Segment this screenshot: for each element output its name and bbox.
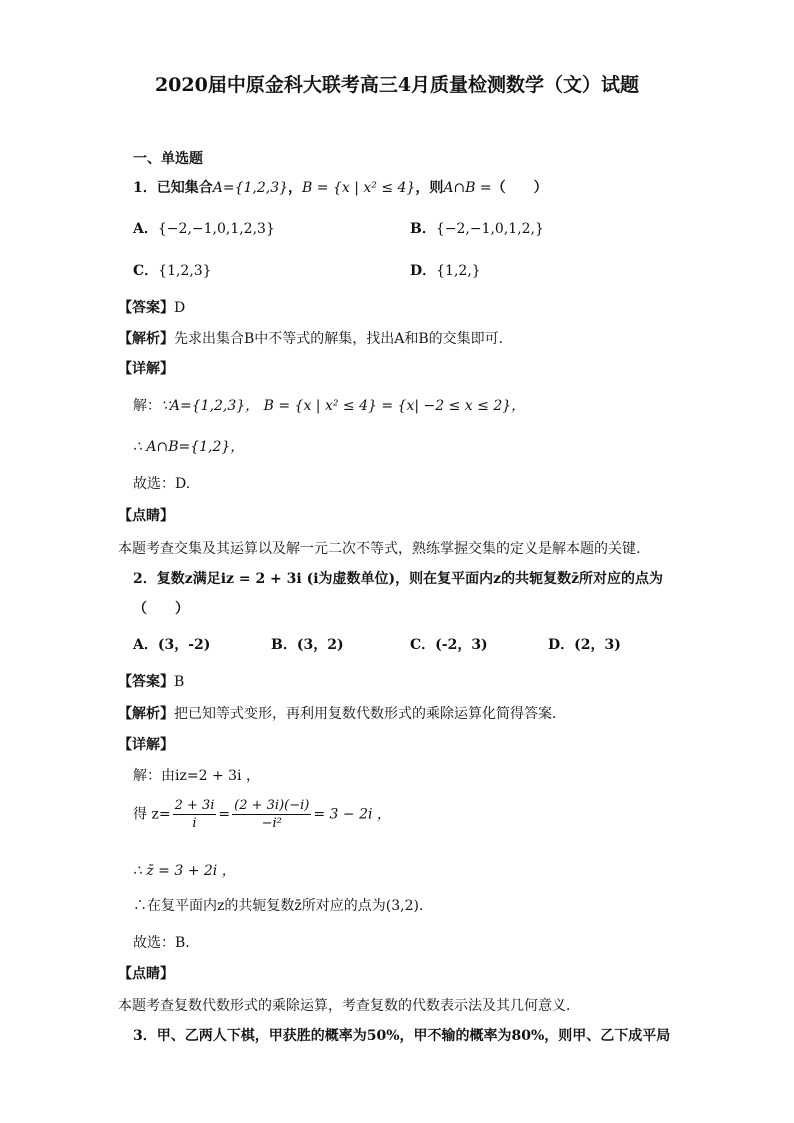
q2-analysis (118, 703, 566, 723)
q2-detail-line2-prefix: 得 z= (133, 806, 171, 823)
q1-expr: A∩B = (443, 180, 492, 196)
q1-analysis-text: 先求出集合B中不等式的解集，找出A和B的交集即可. (174, 331, 504, 347)
q1-analysis (118, 328, 503, 348)
q2-option-b: B．(3，2) (271, 637, 344, 653)
q1-stem (133, 177, 548, 197)
q1-answer (118, 297, 185, 317)
q2-fraction-1 (173, 798, 217, 831)
q1-detail-tag: 【详解】 (118, 361, 174, 377)
q2-option-d: D．(2，3) (548, 637, 621, 653)
q2-comment-text: 本题考查复数代数形式的乘除运算，考查复数的代数表示法及其几何意义． (118, 998, 580, 1014)
q2-fraction-1-num: 2 + 3i (174, 798, 215, 813)
q1-comment-text: 本题考查交集及其运算以及解一元二次不等式，熟练掌握交集的定义是解本题的关键. (118, 541, 641, 557)
q1-prefix: 1．已知集合 (133, 180, 213, 196)
q1-detail-prefix: 解： (133, 398, 161, 414)
q1-option-d-text: {1,2,} (436, 263, 481, 279)
q1-option-c-text: {1,2,3} (158, 263, 212, 279)
q1-comma: ， (288, 180, 303, 196)
q3-stem: 3．甲、乙两人下棋，甲获胜的概率为50%，甲不输的概率为80%，则甲、乙下成平局 (133, 1028, 671, 1044)
q1-option-c (133, 260, 212, 280)
q1-detail-math1: ∵A={1,2,3}， B = {x | x² ≤ 4} = {x| −2 ≤ x ≤ 2}， (161, 398, 526, 414)
q1-option-d-label: D． (410, 263, 437, 279)
q1-option-b-text: {−2,−1,0,1,2,} (435, 221, 544, 237)
q1-comment-tag: 【点睛】 (118, 508, 174, 524)
q1-then: ，则 (415, 180, 444, 196)
q2-fraction-2 (232, 798, 311, 831)
q1-option-d (410, 260, 481, 280)
q2-detail-line4: ∴在复平面内z的共轭复数z̄所对应的点为(3,2)． (133, 898, 433, 914)
q1-option-a-label: A． (133, 221, 158, 237)
q2-detail-line1: 解：由iz=2 + 3i ， (133, 768, 260, 784)
q2-detail-line2 (133, 798, 391, 831)
q2-stem-line1: 2．复数z满足iz = 2 + 3i (i为虚数单位)，则在复平面内z的共轭复数z̄所对应的点为 (133, 571, 664, 587)
q2-detail-line2-suffix: = 3 − 2i ， (313, 806, 391, 823)
q2-option-c: C．(-2，3) (410, 637, 488, 653)
q2-choose: 故选：B． (133, 935, 200, 951)
section-heading: 一、单选题 (133, 151, 203, 167)
q1-choose: 故选：D. (133, 476, 191, 492)
q1-answer-tag: 【答案】 (118, 300, 174, 316)
q1-option-b (410, 218, 544, 238)
document-title: 2020届中原金科大联考高三4月质量检测数学（文）试题 (154, 74, 640, 96)
q2-answer-tag: 【答案】 (118, 674, 174, 690)
q1-paren: （ ） (491, 180, 548, 196)
q2-analysis-tag: 【解析】 (118, 706, 174, 722)
q1-option-a-text: {−2,−1,0,1,2,3} (157, 221, 275, 237)
q1-option-b-label: B． (410, 221, 436, 237)
q2-fraction-1-den: i (192, 816, 197, 831)
q1-answer-value: D (174, 300, 186, 316)
q2-equals: = (218, 806, 231, 823)
q2-fraction-2-den: −i² (261, 816, 282, 831)
q2-answer-value: B (174, 674, 185, 690)
q1-option-a (133, 218, 275, 238)
q2-answer (118, 671, 184, 691)
q2-detail-line3: ∴ z̄ = 3 + 2i ， (133, 863, 236, 879)
q2-option-a: A．(3，-2) (133, 637, 211, 653)
q2-detail-tag: 【详解】 (118, 737, 174, 753)
q1-detail-line2: ∴ A∩B={1,2}， (133, 439, 245, 455)
q2-fraction-2-num: (2 + 3i)(−i) (234, 798, 310, 813)
q1-option-c-label: C． (133, 263, 159, 279)
q1-set-a: A={1,2,3} (212, 180, 289, 196)
q2-comment-tag: 【点睛】 (118, 966, 174, 982)
q1-detail-line1 (133, 395, 525, 415)
q1-set-b: B = {x | x² ≤ 4} (302, 180, 416, 196)
q1-analysis-tag: 【解析】 (118, 331, 174, 347)
q2-stem-line2: （ ） (133, 601, 189, 617)
q2-analysis-text: 把已知等式变形，再利用复数代数形式的乘除运算化简得答案． (174, 706, 566, 722)
